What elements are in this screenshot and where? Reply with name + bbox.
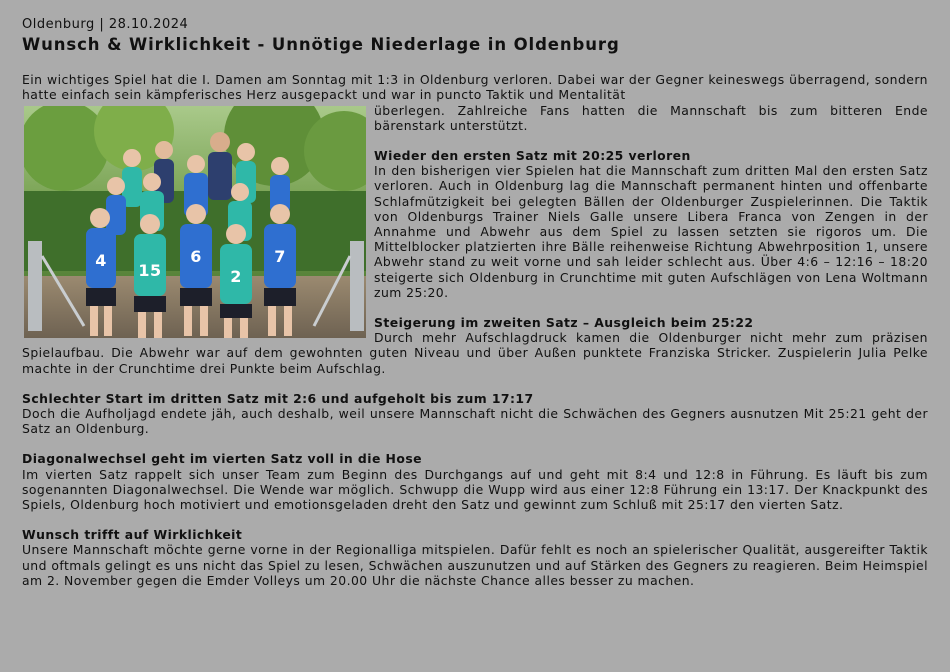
article-title: Wunsch & Wirklichkeit - Unnötige Niederlage in Oldenburg: [22, 35, 620, 55]
intro-paragraph: [22, 72, 928, 102]
section-heading: Schlechter Start im dritten Satz mit 2:6 und aufgeholt bis zum 17:17: [22, 390, 534, 406]
intro-text-start: Ein wichtiges Spiel hat die I. Damen am Sonntag mit 1:3 in Oldenburg verloren. Dabei war der Gegner keineswegs überragend, sondern hatte einfach sein kämpferisches Herz ausgepackt und war in puncto Taktik und Mentalität: [22, 72, 928, 103]
section-3: [22, 391, 928, 437]
section-heading: Steigerung im zweiten Satz – Ausgleich beim 25:22: [374, 315, 754, 331]
section-text: Doch die Aufholjagd endete jäh, auch deshalb, weil unsere Mannschaft nicht die Schwächen des Gegners ausnutzen Mit 25:21 geht der Satz an Oldenburg.: [22, 406, 928, 437]
jersey-number: 7: [274, 246, 286, 266]
section-heading: Wieder den ersten Satz mit 20:25 verloren: [374, 148, 691, 164]
jersey-number: 4: [95, 250, 107, 270]
jersey-number: 6: [190, 246, 202, 266]
section-text: In den bisherigen vier Spielen hat die Mannschaft zum dritten Mal den ersten Satz verloren. Auch in Oldenburg lag die Mannschaft permanent hinten und offenbarte Schlafmützigkeit bei gelegten Bällen der Oldenburger Zuspielerinnen. Die Taktik von Oldenburgs Trainer Niels Galle unsere Libera Franca von Zengen in der Annahme und Abwehr aus dem Spiel zu lassen setzten sie rigoros um. Die Mittelblocker platzierten ihre Bälle reihenweise Richtung Abwehrposition 1, unsere Abwehr stand zu weit vorne und sah leider schlecht aus. Über 4:6 – 12:16 – 18:20 steigerte sich Oldenburg in Crunchtime mit guten Aufschlägen von Lena Woltmann zum 25:20.: [374, 163, 928, 300]
intro-text-end: überlegen. Zahlreiche Fans hatten die Mannschaft bis zum bitteren Ende bärenstark unterstützt.: [374, 102, 928, 133]
article-meta: Oldenburg | 28.10.2024: [22, 17, 189, 32]
section-text: Unsere Mannschaft möchte gerne vorne in der Regionalliga mitspielen. Dafür fehlt es noch an spielerischer Qualität, ausgereifter Taktik und oftmals gelingt es uns nicht das Spiel zu lesen, Schwächen auszunutzen und auf Stärken des Gegners zu reagieren. Beim Heimspiel am 2. November gegen die Emder Volleys um 20.00 Uhr die nächste Chance alles besser zu machen.: [22, 542, 928, 588]
section-heading: Diagonalwechsel geht im vierten Satz voll in die Hose: [22, 451, 423, 467]
section-5: [22, 527, 928, 588]
team-photo-image: [24, 106, 366, 338]
jersey-number: 2: [230, 266, 242, 286]
jersey-number: 15: [138, 260, 162, 280]
section-text: Durch mehr Aufschlagdruck kamen die Oldenburger nicht mehr zum präzisen Spielaufbau. Die Abwehr war auf dem gewohnten guten Niveau und über Außen punktete Franziska Stricker. Zuspielerin Julia Pelke machte in der Crunchtime drei Punkte beim Aufschlag.: [22, 330, 928, 376]
section-text: Im vierten Satz rappelt sich unser Team zum Beginn des Durchgangs auf und geht mit 8:4 und 12:8 in Führung. Es läuft bis zum sogenannten Diagonalwechsel. Die Wende war möglich. Schwupp die Wupp wird aus einer 12:8 Führung ein 13:17. Der Knackpunkt des Spiels, Oldenburg hoch motiviert und emotionsgeladen dreht den Satz und gewinnt zum Schluß mit 25:17 den vierten Satz.: [22, 466, 928, 513]
team-photo: [24, 106, 366, 338]
section-4: [22, 451, 928, 512]
section-heading: Wunsch trifft auf Wirklichkeit: [22, 527, 243, 543]
